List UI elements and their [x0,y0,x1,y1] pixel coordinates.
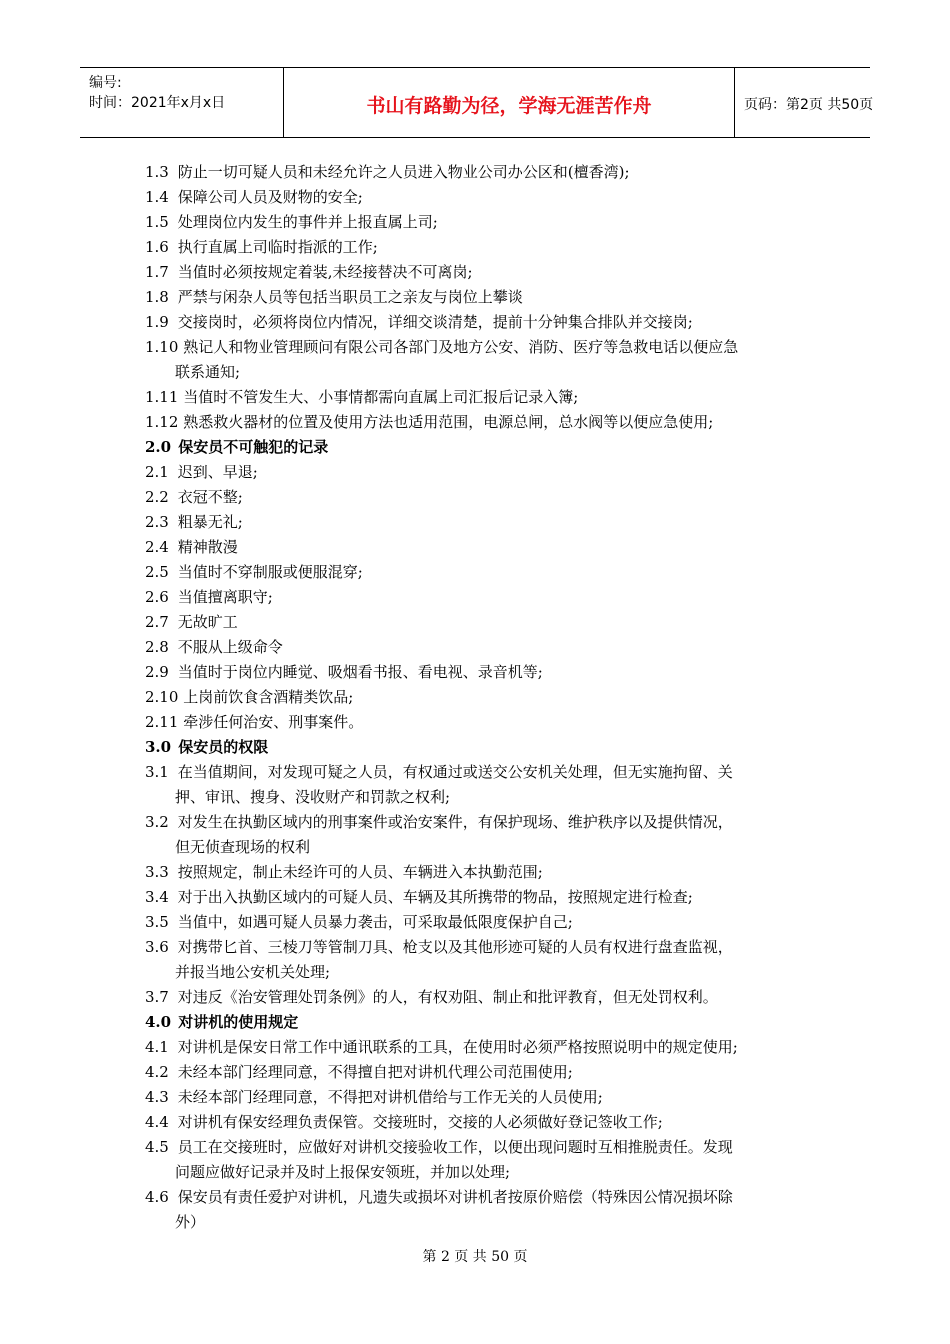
code-label: 编号: [89,75,122,91]
list-item [145,710,825,735]
item-text: 上岗前饮食含酒精类饮品; [183,688,354,706]
item-number: 2.7 [145,613,169,631]
section-heading [145,735,825,760]
list-item [145,260,825,285]
list-item [145,1135,825,1160]
item-number: 2.2 [145,488,169,506]
item-number: 3.7 [145,988,169,1006]
item-text: 当值擅离职守; [177,588,273,606]
item-text: 对发生在执勤区域内的刑事案件或治安案件，有保护现场、维护秩序以及提供情况， [177,813,733,831]
item-number: 4.4 [145,1113,169,1131]
list-item [145,935,825,960]
list-item [145,585,825,610]
item-number: 1.11 [145,388,179,406]
item-text: 严禁与闲杂人员等包括当职员工之亲友与岗位上攀谈 [177,288,523,306]
list-item [145,210,825,235]
item-text: 防止一切可疑人员和未经允许之人员进入物业公司办公区和(檀香湾); [177,163,630,181]
item-number: 4.6 [145,1188,169,1206]
list-item-continuation [145,785,825,810]
item-number: 1.10 [145,338,179,356]
list-item [145,1060,825,1085]
item-number: 2.10 [145,688,179,706]
list-item [145,635,825,660]
list-item [145,660,825,685]
item-text: 但无侦查现场的权利 [175,838,311,856]
item-text: 牵涉任何治安、刑事案件。 [183,713,364,731]
item-number: 4.2 [145,1063,169,1081]
item-text: 员工在交接班时，应做好对讲机交接验收工作，以便出现问题时互相推脱责任。发现 [177,1138,733,1156]
list-item [145,910,825,935]
list-item-continuation [145,1210,825,1235]
list-item [145,385,825,410]
item-number: 1.3 [145,163,169,181]
list-item [145,885,825,910]
header-center-cell [284,68,735,137]
item-number: 1.5 [145,213,169,231]
item-text: 熟记人和物业管理顾问有限公司各部门及地方公安、消防、医疗等急救电话以便应急 [183,338,739,356]
item-text: 押、审讯、搜身、没收财产和罚款之权利; [175,788,451,806]
item-text: 当值时不管发生大、小事情都需向直属上司汇报后记录入簿; [183,388,579,406]
item-text: 当值时必须按规定着装,未经接替决不可离岗; [177,263,473,281]
list-item [145,335,825,360]
list-item [145,985,825,1010]
item-number: 3.1 [145,763,169,781]
item-number: 2.5 [145,563,169,581]
header-right-cell [735,68,874,137]
item-number: 2.3 [145,513,169,531]
item-number: 4.3 [145,1088,169,1106]
item-text: 迟到、早退; [177,463,258,481]
item-number: 1.6 [145,238,169,256]
item-number: 3.4 [145,888,169,906]
item-number: 2.4 [145,538,169,556]
item-text: 当值时不穿制服或便服混穿; [177,563,363,581]
list-item [145,760,825,785]
item-number: 2.9 [145,663,169,681]
item-number: 1.12 [145,413,179,431]
item-text: 对于出入执勤区域内的可疑人员、车辆及其所携带的物品，按照规定进行检查; [177,888,693,906]
list-item [145,310,825,335]
item-text: 问题应做好记录并及时上报保安领班，并加以处理; [175,1163,511,1181]
list-item [145,510,825,535]
item-text: 熟悉救火器材的位置及使用方法也适用范围，电源总闸，总水阀等以便应急使用; [183,413,714,431]
item-text: 保障公司人员及财物的安全; [177,188,363,206]
list-item [145,1110,825,1135]
item-text: 粗暴无礼; [177,513,243,531]
list-item [145,410,825,435]
list-item [145,285,825,310]
list-item-continuation [145,1160,825,1185]
list-item [145,560,825,585]
list-item [145,535,825,560]
item-number: 2.6 [145,588,169,606]
item-text: 联系通知; [175,363,241,381]
item-number: 4.1 [145,1038,169,1056]
item-text: 处理岗位内发生的事件并上报直属上司; [177,213,438,231]
item-text: 当值时于岗位内睡觉、吸烟看书报、看电视、录音机等; [177,663,543,681]
page-footer: 第 2 页 共 50 页 [422,1249,528,1265]
section-heading [145,1010,825,1035]
item-text: 保安员的权限 [178,738,269,756]
item-text: 保安员不可触犯的记录 [178,438,329,456]
item-text: 对讲机是保安日常工作中通讯联系的工具，在使用时必须严格按照说明中的规定使用; [177,1038,738,1056]
item-number: 1.8 [145,288,169,306]
list-item [145,685,825,710]
list-item [145,1185,825,1210]
item-text: 未经本部门经理同意，不得把对讲机借给与工作无关的人员使用; [177,1088,603,1106]
item-text: 对讲机有保安经理负责保管。交接班时，交接的人必须做好登记签收工作; [177,1113,663,1131]
list-item [145,185,825,210]
list-item [145,485,825,510]
list-item [145,1085,825,1110]
item-text: 精神散漫 [177,538,238,556]
item-number: 2.0 [145,438,172,456]
item-text: 衣冠不整; [177,488,243,506]
item-number: 1.9 [145,313,169,331]
item-number: 3.2 [145,813,169,831]
list-item [145,235,825,260]
item-text: 对讲机的使用规定 [178,1013,299,1031]
item-text: 无故旷工 [177,613,238,631]
page-header-table [80,67,874,138]
header-motto: 书山有路勤为径，学海无涯苦作舟 [366,95,652,117]
list-item [145,610,825,635]
section-heading [145,435,825,460]
item-number: 3.6 [145,938,169,956]
item-number: 2.11 [145,713,179,731]
item-number: 1.7 [145,263,169,281]
list-item [145,160,825,185]
list-item-continuation [145,360,825,385]
item-text: 按照规定，制止未经许可的人员、车辆进入本执勤范围; [177,863,543,881]
item-number: 2.8 [145,638,169,656]
item-text: 不服从上级命令 [177,638,283,656]
list-item [145,460,825,485]
document-body [145,160,825,1235]
list-item [145,810,825,835]
item-number: 3.5 [145,913,169,931]
list-item-continuation [145,835,825,860]
item-number: 4.5 [145,1138,169,1156]
item-number: 3.3 [145,863,169,881]
item-number: 1.4 [145,188,169,206]
item-text: 对违反《治安管理处罚条例》的人，有权劝阻、制止和批评教育，但无处罚权利。 [177,988,718,1006]
date-label: 时间：2021年x月x日 [89,95,226,111]
list-item-continuation [145,960,825,985]
item-text: 在当值期间，对发现可疑之人员，有权通过或送交公安机关处理，但无实施拘留、关 [177,763,733,781]
item-text: 保安员有责任爱护对讲机，凡遗失或损坏对讲机者按原价赔偿（特殊因公情况损坏除 [177,1188,733,1206]
item-text: 当值中，如遇可疑人员暴力袭击，可采取最低限度保护自己; [177,913,573,931]
item-text: 未经本部门经理同意，不得擅自把对讲机代理公司范围使用; [177,1063,573,1081]
item-text: 执行直属上司临时指派的工作; [177,238,378,256]
header-left-cell [80,68,284,137]
item-text: 外） [175,1213,206,1231]
item-number: 4.0 [145,1013,172,1031]
item-number: 3.0 [145,738,172,756]
item-text: 交接岗时，必须将岗位内情况，详细交谈清楚，提前十分钟集合排队并交接岗; [177,313,693,331]
item-number: 2.1 [145,463,169,481]
list-item [145,860,825,885]
list-item [145,1035,825,1060]
item-text: 对携带匕首、三棱刀等管制刀具、枪支以及其他形迹可疑的人员有权进行盘查监视， [177,938,733,956]
item-text: 并报当地公安机关处理; [175,963,331,981]
page-number-label: 页码：第2页 共50页 [744,97,874,113]
